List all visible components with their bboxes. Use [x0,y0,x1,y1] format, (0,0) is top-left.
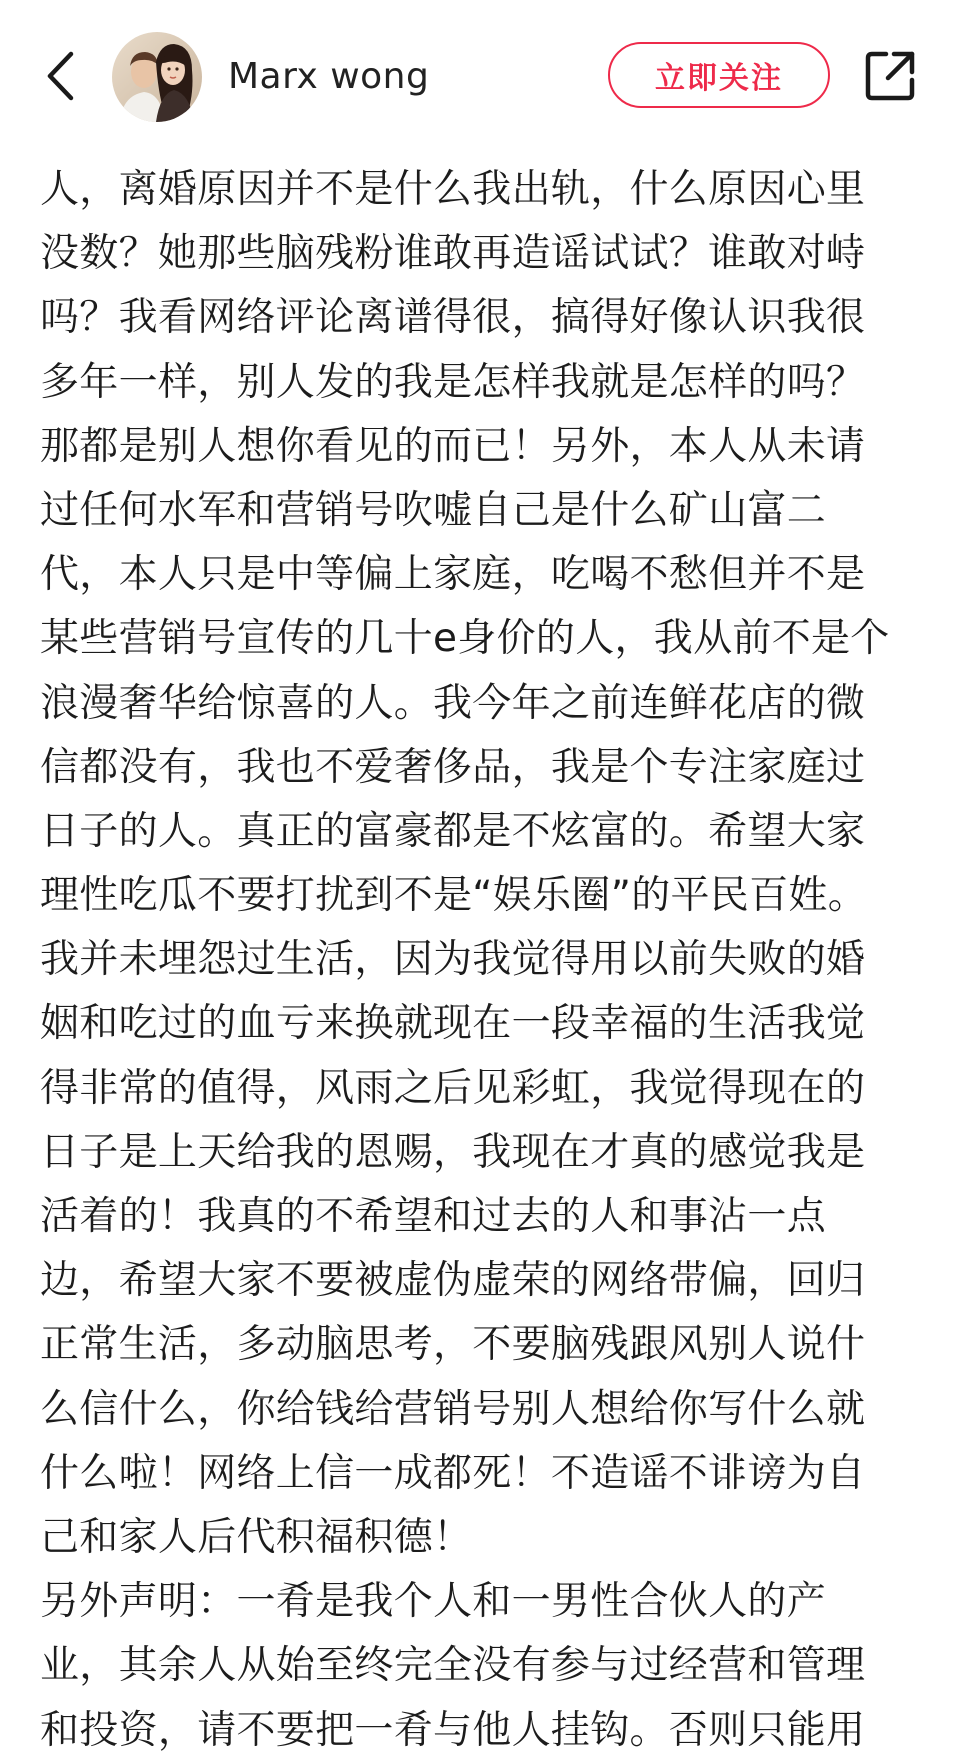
back-icon [45,50,75,102]
post-text-line: 边，希望大家不要被虚伪虚荣的网络带偏，回归 [40,1258,866,1304]
post-body [40,158,920,1763]
avatar[interactable] [112,32,202,122]
username[interactable]: Marx wong [228,56,430,97]
share-icon [862,48,918,104]
post-text-line: 过任何水军和营销号吹嘘自己是什么矿山富二 [40,487,827,533]
post-text-line: 什么啦！网络上信一成都死！不造谣不诽谤为自 [40,1450,866,1496]
post-text-line: 另外声明：一肴是我个人和一男性合伙人的产 [40,1579,827,1625]
post-text-line: 浪漫奢华给惊喜的人。我今年之前连鲜花店的微 [40,680,866,726]
post-text-line: 代，本人只是中等偏上家庭，吃喝不愁但并不是 [40,552,866,598]
post-text-line: 没数？她那些脑残粉谁敢再造谣试试？谁敢对峙 [40,231,866,277]
post-text-line: 那都是别人想你看见的而已！另外，本人从未请 [40,423,866,469]
post-text-line: 多年一样，别人发的我是怎样我就是怎样的吗？ [40,359,866,405]
post-text-line: 业，其余人从始至终完全没有参与过经营和管理 [40,1643,866,1689]
post-text-line: 信都没有，我也不爱奢侈品，我是个专注家庭过 [40,744,866,790]
avatar-image [112,32,202,122]
post-text-line: 某些营销号宣传的几十e身价的人，我从前不是个 [40,616,890,662]
follow-button[interactable]: 立即关注 [608,42,830,108]
top-bar [0,0,960,150]
post-text-line: 活着的！我真的不希望和过去的人和事沾一点 [40,1194,827,1239]
post-text-line: 得非常的值得，风雨之后见彩虹，我觉得现在的 [40,1065,866,1111]
post-text-line: 正常生活，多动脑思考，不要脑残跟风别人说什 [40,1322,866,1368]
post-text-line: 和投资，请不要把一肴与他人挂钩。否则只能用 [40,1707,866,1753]
post-text-line: 我并未埋怨过生活，因为我觉得用以前失败的婚 [40,937,866,983]
back-button[interactable] [36,44,84,108]
post-text-line: 日子是上天给我的恩赐，我现在才真的感觉我是 [40,1129,866,1175]
post-text-line: 己和家人后代积福积德！ [40,1514,473,1560]
post-text-line: 日子的人。真正的富豪都是不炫富的。希望大家 [40,808,866,854]
post-text-line: 理性吃瓜不要打扰到不是“娱乐圈”的平民百姓。 [40,873,868,919]
post-text-line: 吗？我看网络评论离谱得很，搞得好像认识我很 [40,295,866,341]
post-text-line: 么信什么，你给钱给营销号别人想给你写什么就 [40,1386,866,1432]
post-text-line: 姻和吃过的血亏来换就现在一段幸福的生活我觉 [40,1001,866,1047]
share-button[interactable] [862,48,918,104]
post-text-line: 人，离婚原因并不是什么我出轨，什么原因心里 [40,167,866,212]
